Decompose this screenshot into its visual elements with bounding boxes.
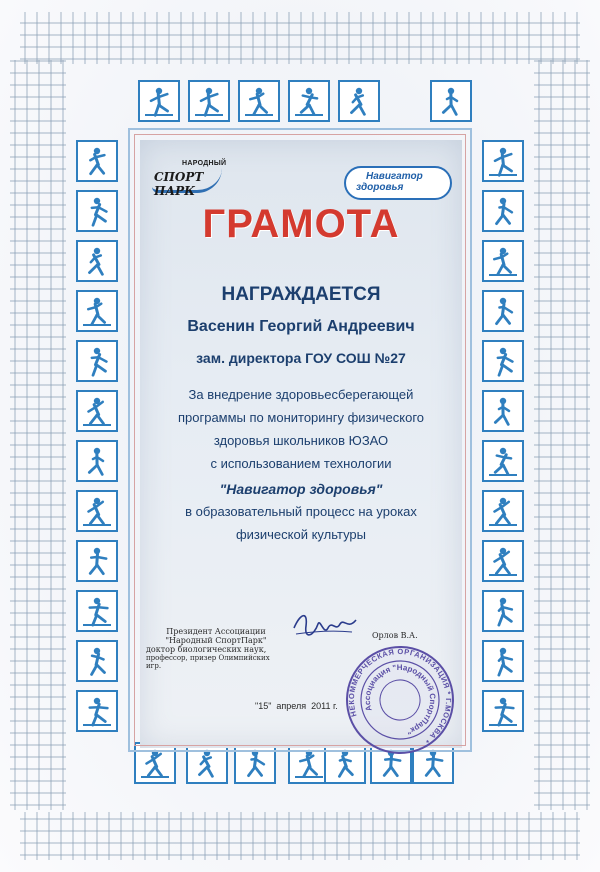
hockey-icon [482,490,524,532]
signatory-rank: профессор, призер Олимпийских игр. [146,654,270,671]
issue-date: "15" апреля 2011 г. [255,701,338,711]
football-icon [482,690,524,732]
recipient-name: Васенин Георгий Андреевич [187,318,415,335]
logo-navigator-text: Навигатор [366,171,423,182]
date-month: апреля [276,701,307,711]
skating-icon [430,80,472,122]
hockey-icon [188,80,230,122]
body-line: программы по мониторингу физического [177,410,425,425]
jumping-icon [482,340,524,382]
cycling-icon [76,290,118,332]
body-line: физической культуры [235,527,367,542]
skiing-icon [76,490,118,532]
skiing-icon [482,590,524,632]
health-navigator-logo [344,166,452,200]
stamp-inner-text: Ассоциация "Народный СпортПарк" [362,662,438,737]
body-line: За внедрение здоровьесберегающей [188,387,414,402]
handwritten-signature [290,606,360,646]
signatory-name: Орлов В.А. [372,631,418,640]
body-line: с использованием технологии [210,456,392,471]
date-day: 15 [258,701,269,711]
shooting-icon [482,240,524,282]
greek-key-border-top [20,12,580,64]
hurdles-icon [482,390,524,432]
volleyball-icon [482,440,524,482]
logo-small-text: НАРОДНЫЙ [182,160,227,167]
greek-key-border-right [534,60,590,810]
logo-big-text: СПОРТ ПАРК [154,170,204,198]
recipient-position: зам. директора ГОУ СОШ №27 [196,350,406,366]
organization-stamp [344,644,456,756]
signatory-title: Президент Ассоциации [166,627,266,636]
diving-icon [482,290,524,332]
cycling-icon [138,80,180,122]
swimming-icon [238,80,280,122]
greek-key-border-bottom [20,812,580,860]
logo-health-text: здоровья [356,182,404,193]
weightlifting-icon [288,80,330,122]
fencing-icon [76,340,118,382]
golf-icon [338,80,380,122]
body-line-technology: "Навигатор здоровья" [219,481,383,497]
signatory-degree: доктор биологических наук, [146,644,267,654]
gymnastics-icon [76,190,118,232]
signatory-block [146,628,286,671]
sportpark-logo [152,160,242,198]
greek-key-border-left [10,60,66,810]
rugby-icon [482,540,524,582]
swimming-icon [482,190,524,232]
handball-icon [76,690,118,732]
stamp-outer-text: НЕКОММЕРЧЕСКАЯ ОРГАНИЗАЦИЯ * Г.МОСКВА * [346,646,454,746]
judo-icon [76,640,118,682]
basketball-icon [76,590,118,632]
boxing-icon [76,440,118,482]
signatory-organization: "Народный СпортПарк" [165,635,267,645]
climbing-icon [76,390,118,432]
running-icon [482,140,524,182]
kayak-icon [482,640,524,682]
awarded-heading: НАГРАЖДАЕТСЯ [221,284,381,305]
certificate-title: ГРАМОТА [202,202,400,246]
canoe-icon [76,140,118,182]
body-line: в образовательный процесс на уроках [185,504,417,519]
body-line: здоровья школьников ЮЗАО [213,433,389,448]
rowing-icon [76,240,118,282]
date-year: 2011 г. [311,701,338,711]
wrestling-icon [76,540,118,582]
